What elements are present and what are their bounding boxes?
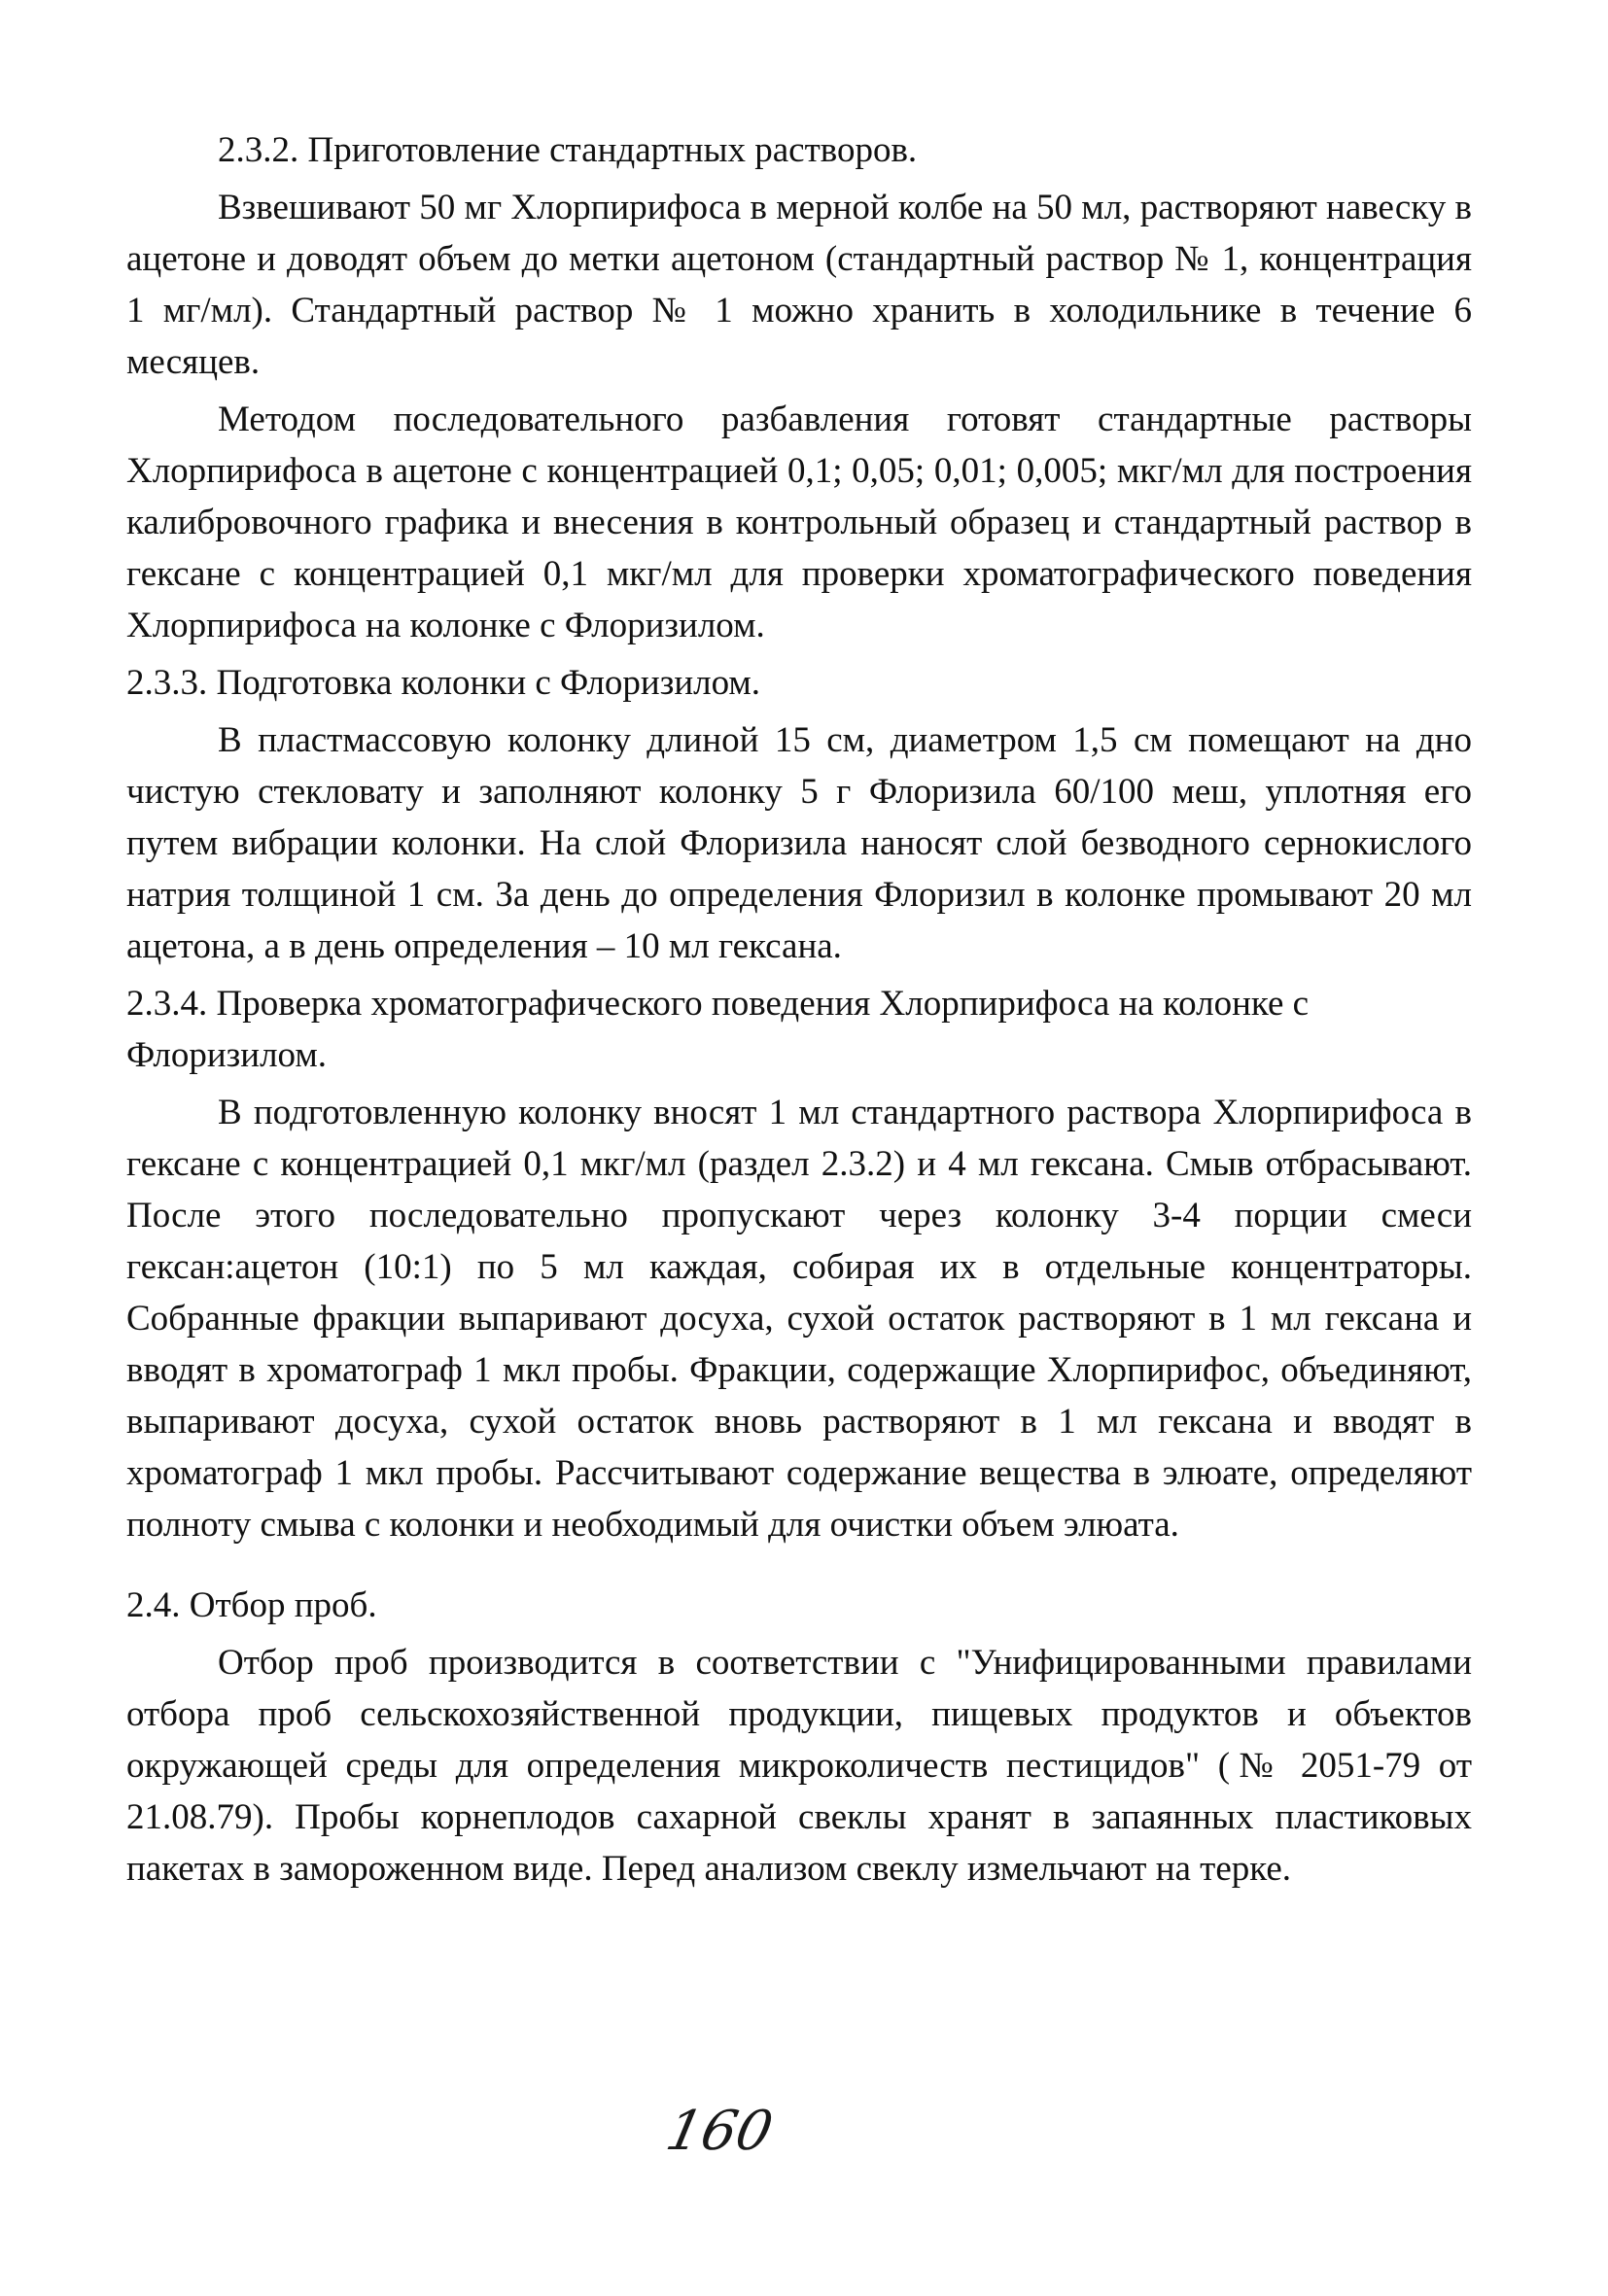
paragraph-dilution-series: Методом последовательного разбавления готовят стандартные растворы Хлорпирифоса в ацетоне с концентрацией 0,1; 0,05; 0,01; 0,005; мкг/мл для построения калибровочного графика и внесения в контрольный образец и стандартный раствор в гексане с концентрацией 0,1 мкг/мл для проверки хроматографического поведения Хлорпирифоса на колонке с Флоризилом. xyxy=(126,400,1472,645)
section-heading-2-3-3: 2.3.3. Подготовка колонки с Флоризилом. xyxy=(126,663,761,703)
section-heading-2-4: 2.4. Отбор проб. xyxy=(126,1585,377,1625)
section-heading-2-3-2: 2.3.2. Приготовление стандартных растворов. xyxy=(218,130,918,170)
paragraph-sampling: Отбор проб производится в соответствии с "Унифицированными правилами отбора проб сельскохозяйственной продукции, пищевых продуктов и объектов окружающей среды для определения микроколичеств пестицидов" (№ 2051-79 от 21.08.79). Пробы корнеплодов сахарной свеклы хранят в запаянных пластиковых пакетах в замороженном виде. Перед анализом свеклу измельчают на терке. xyxy=(126,1643,1472,1889)
document-body xyxy=(126,124,1472,1895)
paragraph-standard-solution-1: Взвешивают 50 мг Хлорпирифоса в мерной колбе на 50 мл, растворяют навеску в ацетоне и доводят объем до метки ацетоном (стандартный раствор № 1, концентрация 1 мг/мл). Стандартный раствор № 1 можно хранить в холодильнике в течение 6 месяцев. xyxy=(126,188,1472,382)
page-number: 160 xyxy=(660,2100,779,2163)
paragraph-chromatographic-check: В подготовленную колонку вносят 1 мл стандартного раствора Хлорпирифоса в гексане с концентрацией 0,1 мкг/мл (раздел 2.3.2) и 4 мл гексана. Смыв отбрасывают. После этого последовательно пропускают через колонку 3-4 порции смеси гексан:ацетон (10:1) по 5 мл каждая, собирая их в отдельные концентраторы. Собранные фракции выпаривают досуха, сухой остаток растворяют в 1 мл гексана и вводят в хроматограф 1 мкл пробы. Фракции, содержащие Хлорпирифос, объединяют, выпаривают досуха, сухой остаток вновь растворяют в 1 мл гексана и вводят в хроматограф 1 мкл пробы. Рассчитывают содержание вещества в элюате, определяют полноту смыва с колонки и необходимый для очистки объем элюата. xyxy=(126,1093,1472,1545)
paragraph-column-preparation: В пластмассовую колонку длиной 15 см, диаметром 1,5 см помещают на дно чистую стекловату и заполняют колонку 5 г Флоризила 60/100 меш, уплотняя его путем вибрации колонки. На слой Флоризила наносят слой безводного сернокислого натрия толщиной 1 см. За день до определения Флоризил в колонке промывают 20 мл ацетона, а в день определения – 10 мл гексана. xyxy=(126,720,1472,966)
section-heading-2-3-4: 2.3.4. Проверка хроматографического поведения Хлорпирифоса на колонке с Флоризилом. xyxy=(126,984,1310,1075)
